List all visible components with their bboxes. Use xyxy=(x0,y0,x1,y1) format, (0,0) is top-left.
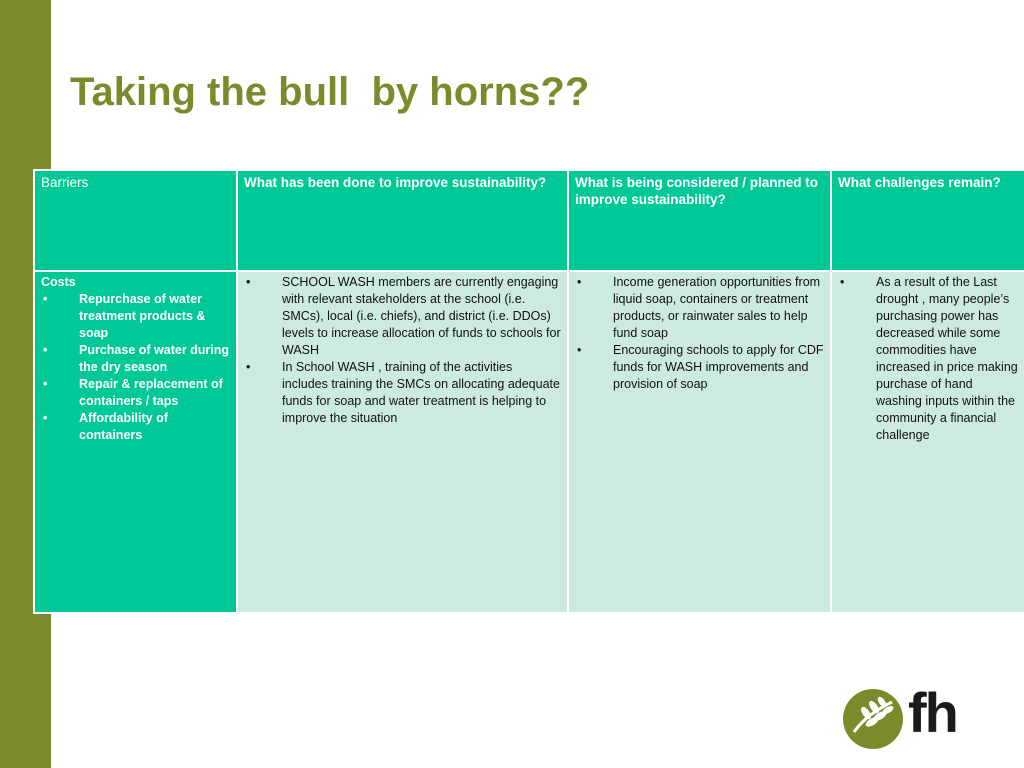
barriers-heading: Costs xyxy=(41,275,76,289)
done-list xyxy=(244,274,561,427)
header-done: What has been done to improve sustainability? xyxy=(237,170,568,271)
list-item: • Repair & replacement of containers / taps xyxy=(41,376,230,410)
barriers-cell xyxy=(34,271,237,613)
challenges-list xyxy=(838,274,1018,444)
header-planned: What is being considered / planned to improve sustainability? xyxy=(568,170,831,271)
fh-logo xyxy=(842,681,974,750)
challenges-cell xyxy=(831,271,1024,613)
list-item: • In School WASH , training of the activities includes training the SMCs on allocating adequate funds for soap and water treatment is helping to improve the situation xyxy=(244,359,561,427)
list-item: • Affordability of containers xyxy=(41,410,230,444)
table-header-row xyxy=(34,170,1024,271)
wheat-globe-icon xyxy=(842,688,904,750)
list-item: • Income generation opportunities from liquid soap, containers or treatment products, or rainwater sales to help fund soap xyxy=(575,274,824,342)
planned-list xyxy=(575,274,824,393)
list-item: • Purchase of water during the dry season xyxy=(41,342,230,376)
logo-text: fh xyxy=(908,681,957,744)
slide-title: Taking the bull by horns?? xyxy=(70,70,590,114)
list-item: • SCHOOL WASH members are currently engaging with relevant stakeholders at the school (i.e. SMCs), local (i.e. chiefs), and district (i.e. DDOs) levels to increase allocation of funds to schools for WASH xyxy=(244,274,561,359)
list-item: • Repurchase of water treatment products & soap xyxy=(41,291,230,342)
list-item: • Encouraging schools to apply for CDF funds for WASH improvements and provision of soap xyxy=(575,342,824,393)
done-cell xyxy=(237,271,568,613)
header-challenges: What challenges remain? xyxy=(831,170,1024,271)
list-item: • As a result of the Last drought , many people’s purchasing power has decreased while some commodities have increased in price making purchase of hand washing inputs within the community a financial challenge xyxy=(838,274,1018,444)
table-row xyxy=(34,271,1024,613)
sustainability-table xyxy=(33,169,1024,614)
header-barriers: Barriers xyxy=(34,170,237,271)
barriers-list xyxy=(41,291,230,444)
planned-cell xyxy=(568,271,831,613)
